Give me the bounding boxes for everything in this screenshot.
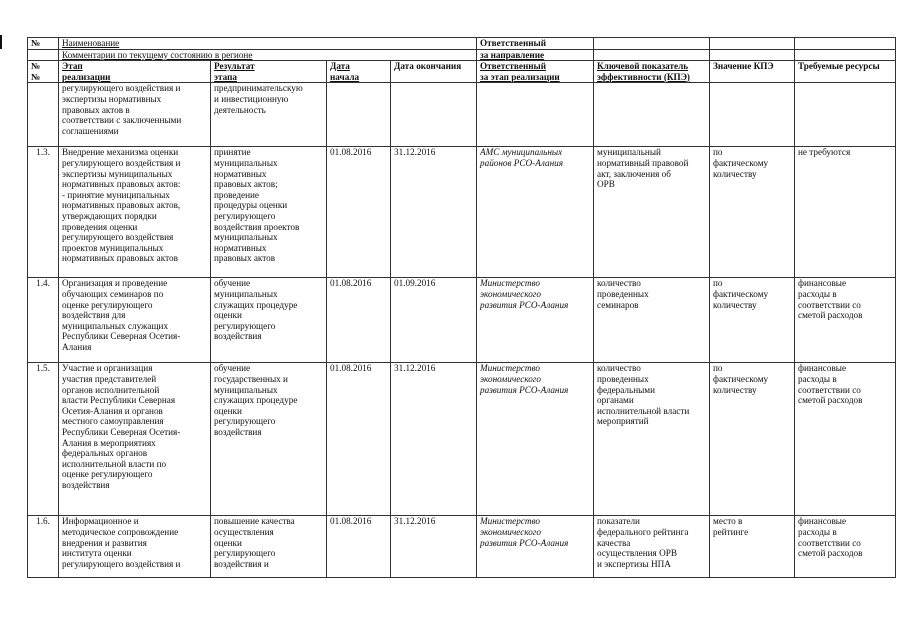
row-stage: Информационное и методическое сопровождение внедрения и развития института оценки регулирующего воздействия и: [59, 516, 211, 578]
row-stage: Участие и организация участия представителей органов исполнительной власти Республики Северная Осетия-Алания и органов местного самоуправления Республики Северная Осетия- Алания в мероприятиях федеральных органов исполнительной власти по оценке регулирующего воздействия: [59, 363, 211, 516]
row-resources: финансовые расходы в соответствии со сметой расходов: [795, 516, 896, 578]
col-num-header: № №: [28, 61, 59, 83]
row-end: 31.12.2016: [391, 147, 477, 278]
row-stage: Организация и проведение обучающих семинаров по оценке регулирующего воздействия для муниципальных служащих Республики Северная Осетия- Алания: [59, 278, 211, 363]
row-resources: [795, 83, 896, 147]
header-row-3: [28, 61, 896, 83]
header-empty-1: [594, 38, 710, 50]
row-responsible: Министерство экономического развития РСО-Алания: [477, 516, 594, 578]
col-start-header: Дата начала: [327, 61, 391, 83]
header-empty-6: [795, 49, 896, 61]
row-num: 1.4.: [28, 278, 59, 363]
row-num: 1.3.: [28, 147, 59, 278]
row-start: [327, 83, 391, 147]
row-end: 01.09.2016: [391, 278, 477, 363]
row-kpi: количество проведенных федеральными органами исполнительной власти мероприятий: [594, 363, 710, 516]
col-kpi-header: Ключевой показатель эффективности (КПЭ): [594, 61, 710, 83]
header-empty-3: [795, 38, 896, 50]
header-name: Наименование: [59, 38, 477, 50]
table-row: [28, 278, 896, 363]
row-result: обучение государственных и муниципальных служащих процедуре оценки регулирующего воздействия: [211, 363, 327, 516]
table-row: [28, 83, 896, 147]
row-num: 1.5.: [28, 363, 59, 516]
row-kpi: показатели федерального рейтинга качества осуществления ОРВ и экспертизы НПА: [594, 516, 710, 578]
table-row: [28, 516, 896, 578]
col-stage-header: Этап реализации: [59, 61, 211, 83]
row-resources: финансовые расходы в соответствии со сметой расходов: [795, 278, 896, 363]
row-stage: Внедрение механизма оценки регулирующего воздействия и экспертизы муниципальных нормативных правовых актов: - принятие муниципальных нормативных правовых актов, утверждающих порядки проведения оценки регулирующего воздействия проектов муниципальных нормативных правовых актов: [59, 147, 211, 278]
header-num: №: [28, 38, 59, 50]
col-responsible-header: Ответственный за этап реализации: [477, 61, 594, 83]
table-row: [28, 147, 896, 278]
row-num: 1.6.: [28, 516, 59, 578]
row-responsible: [477, 83, 594, 147]
row-kpi-value: [710, 83, 795, 147]
row-result: предпринимательскую и инвестиционную деятельность: [211, 83, 327, 147]
row-start: 01.08.2016: [327, 147, 391, 278]
row-resources: финансовые расходы в соответствии со сметой расходов: [795, 363, 896, 516]
row-stage: регулирующего воздействия и экспертизы нормативных правовых актов в соответствии с заключенными соглашениями: [59, 83, 211, 147]
row-resources: не требуются: [795, 147, 896, 278]
page-edge-mark: [0, 35, 2, 49]
row-kpi-value: по фактическому количеству: [710, 278, 795, 363]
col-resources-header: Требуемые ресурсы: [795, 61, 896, 83]
header-comments: Комментарии по текущему состоянию в регионе: [59, 49, 477, 61]
header-empty-5: [710, 49, 795, 61]
row-result: принятие муниципальных нормативных правовых актов; проведение процедуры оценки регулирующего воздействия проектов муниципальных нормативных правовых актов: [211, 147, 327, 278]
row-kpi-value: по фактическому количеству: [710, 147, 795, 278]
row-end: 31.12.2016: [391, 363, 477, 516]
row-kpi: [594, 83, 710, 147]
row-responsible: Министерство экономического развития РСО-Алания: [477, 278, 594, 363]
col-end-header: Дата окончания: [391, 61, 477, 83]
header-empty-2: [710, 38, 795, 50]
row-responsible: АМС муниципальных районов РСО-Алания: [477, 147, 594, 278]
row-responsible: Министерство экономического развития РСО-Алания: [477, 363, 594, 516]
table-row: [28, 363, 896, 516]
col-result-header: Результат этапа: [211, 61, 327, 83]
header-row-2: [28, 49, 896, 61]
row-kpi: количество проведенных семинаров: [594, 278, 710, 363]
col-kpi-value-header: Значение КПЭ: [710, 61, 795, 83]
row-start: 01.08.2016: [327, 363, 391, 516]
row-kpi-value: по фактическому количеству: [710, 363, 795, 516]
header-responsible: Ответственный: [477, 38, 594, 50]
header-responsible-line2: за направление: [477, 49, 594, 61]
row-kpi-value: место в рейтинге: [710, 516, 795, 578]
header-row-1: [28, 38, 896, 50]
row-end: [391, 83, 477, 147]
row-start: 01.08.2016: [327, 516, 391, 578]
header-num-cont: [28, 49, 59, 61]
row-kpi: муниципальный нормативный правовой акт, заключения об ОРВ: [594, 147, 710, 278]
row-result: повышение качества осуществления оценки регулирующего воздействия и: [211, 516, 327, 578]
row-end: 31.12.2016: [391, 516, 477, 578]
header-empty-4: [594, 49, 710, 61]
row-result: обучение муниципальных служащих процедуре оценки регулирующего воздействия: [211, 278, 327, 363]
activity-plan-table: [27, 37, 896, 578]
row-num: [28, 83, 59, 147]
row-start: 01.08.2016: [327, 278, 391, 363]
